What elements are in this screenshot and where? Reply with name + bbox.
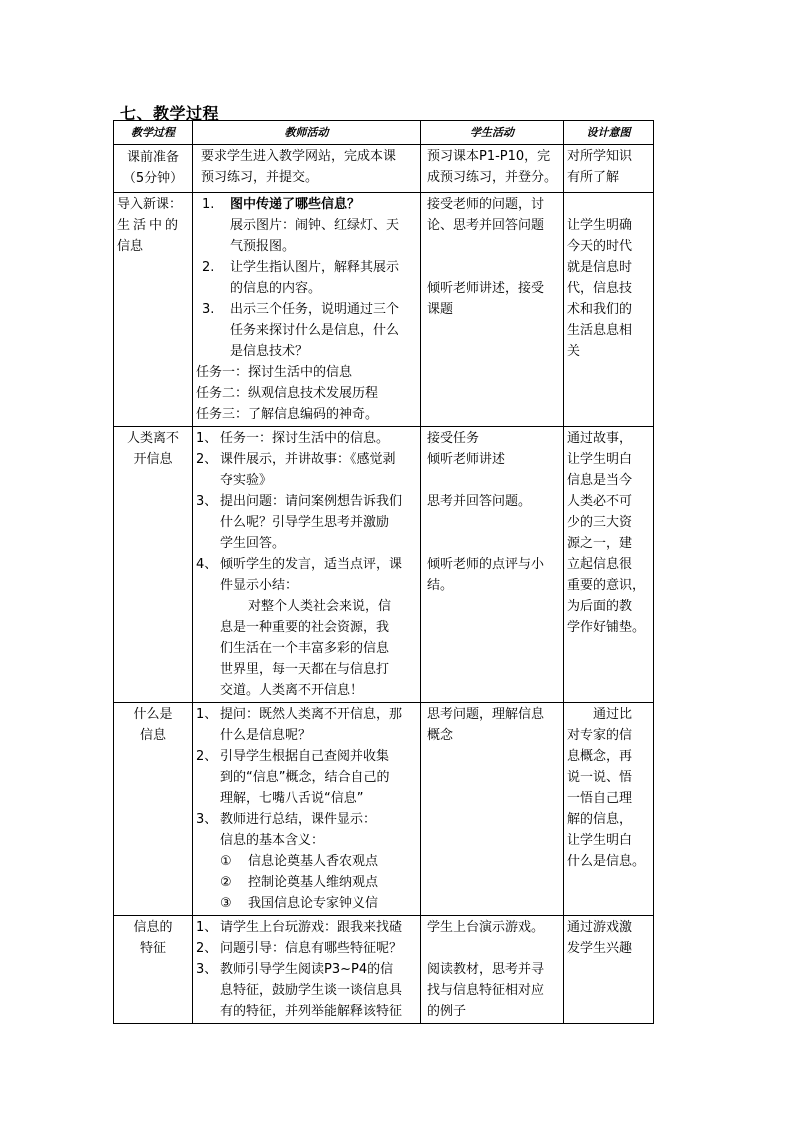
student-text: 倾听老师的点评与小: [427, 557, 545, 572]
item-text: 件显示小结：: [220, 578, 299, 593]
header-stage: 教学过程: [114, 121, 193, 145]
item-text: 教师进行总结，课件显示：: [220, 812, 377, 827]
item-number: 3、: [196, 962, 218, 977]
item-text: 控制论奠基人维纳观点: [248, 875, 379, 890]
student-text: 概念: [427, 728, 454, 743]
stage-label: 课前准备: [126, 150, 179, 165]
student-text: 预习课本P1-P10，完: [427, 149, 551, 164]
item-text: 有的特征，并列举能解释该特征: [220, 1004, 403, 1019]
student-text: 接受任务: [427, 431, 480, 446]
item-text: 什么是信息呢？: [220, 728, 312, 743]
item-text: 提出问题：请问案例想告诉我们: [220, 494, 403, 509]
stage-label: 导入新课：: [117, 197, 183, 212]
design-cell: [564, 145, 654, 193]
design-text: 代，信息技: [567, 281, 633, 296]
stage-cell: [114, 427, 193, 703]
item-text: 问题引导：信息有哪些特征呢？: [220, 941, 403, 956]
design-cell: [564, 427, 654, 703]
student-text: 阅读教材，思考并寻: [427, 962, 545, 977]
student-cell: [421, 427, 564, 703]
student-text: 倾听老师讲述，接受: [427, 281, 545, 296]
design-text: 解的信息，: [567, 812, 633, 827]
design-cell: [564, 193, 654, 427]
item-text: 倾听学生的发言，适当点评，课: [220, 557, 403, 572]
item-text: 展示图片：闹钟、红绿灯、天: [230, 218, 400, 233]
stage-label: 特征: [139, 941, 166, 956]
summary-text: 交道。人类离不开信息！: [220, 683, 364, 698]
item-text: 是信息技术？: [230, 344, 309, 359]
design-text: 少的三大资: [567, 515, 633, 530]
list-item: [196, 449, 417, 491]
student-cell: [421, 145, 564, 193]
list-item: [196, 959, 417, 1022]
stage-duration: （5分钟）: [122, 171, 184, 186]
teacher-cell: [193, 703, 421, 916]
list-item: [220, 872, 417, 893]
stage-label: 开信息: [133, 452, 173, 467]
list-item: [196, 428, 417, 449]
item-text: 图中传递了哪些信息？: [230, 197, 361, 212]
stage-label: 什么是: [133, 707, 173, 722]
student-cell: [421, 703, 564, 916]
design-text: 让学生明确: [567, 218, 633, 233]
item-number: 2、: [196, 941, 218, 956]
design-text: 通过游戏激: [567, 920, 633, 935]
design-cell: [564, 916, 654, 1024]
item-number: 3、: [196, 494, 218, 509]
item-number: ②: [220, 875, 232, 890]
student-text: 思考问题，理解信息: [427, 707, 545, 722]
design-text: 发学生兴趣: [567, 941, 633, 956]
list-item: [220, 893, 417, 914]
teacher-cell: [193, 145, 421, 193]
design-text: 对专家的信: [567, 728, 633, 743]
design-text: 今天的时代: [567, 239, 633, 254]
item-text: 信息论奠基人香农观点: [248, 854, 379, 869]
item-number: 2、: [196, 749, 218, 764]
table-row: [114, 427, 654, 703]
item-text: 引导学生根据自己查阅并收集: [220, 749, 390, 764]
item-text: 到的“信息”概念，结合自己的: [220, 770, 390, 785]
item-text: 学生回答。: [220, 536, 286, 551]
design-text: 生活息息相: [567, 323, 633, 338]
item-text: 信息的基本含义：: [220, 833, 325, 848]
design-text: 让学生明白: [567, 452, 633, 467]
student-text: 论、思考并回答问题: [427, 218, 545, 233]
item-number: 1.: [202, 197, 215, 212]
stage-label: 信息: [139, 728, 166, 743]
item-text: 任务一：探讨生活中的信息。: [220, 431, 390, 446]
item-text: 理解，七嘴八舌说“信息”: [220, 791, 364, 806]
section-title: 七、教学过程: [120, 104, 220, 123]
table-row: [114, 145, 654, 193]
header-design: 设计意图: [564, 121, 654, 145]
design-text: 息概念，再: [567, 749, 633, 764]
student-text: 找与信息特征相对应: [427, 983, 545, 998]
stage-label: 信息的: [133, 920, 173, 935]
stage-label: 生活中的: [117, 218, 182, 233]
table-header-row: [114, 121, 654, 145]
summary-text: 对整个人类社会来说，信: [248, 599, 392, 614]
list-item: [196, 491, 417, 554]
student-text: 倾听老师讲述: [427, 452, 506, 467]
item-text: 夺实验》: [220, 473, 273, 488]
teaching-process-table: [113, 120, 654, 1024]
list-item: [220, 851, 417, 872]
item-text: 课件展示，并讲故事：《感觉剥: [220, 452, 396, 467]
design-text: 关: [567, 344, 581, 359]
stage-cell: [114, 703, 193, 916]
design-text: 信息是当今: [567, 473, 633, 488]
student-text: 课题: [427, 302, 454, 317]
stage-label: 信息: [117, 239, 144, 254]
teacher-cell: [193, 193, 421, 427]
header-teacher: 教师活动: [193, 121, 421, 145]
list-item: [196, 299, 417, 362]
item-text: 教师引导学生阅读P3~P4的信: [220, 962, 394, 977]
student-text: 学生上台演示游戏。: [427, 920, 545, 935]
task-text: 任务二：纵观信息技术发展历程: [196, 386, 379, 401]
item-number: 3.: [202, 302, 215, 317]
item-text: 气预报图。: [230, 239, 296, 254]
item-text: 出示三个任务，说明通过三个: [230, 302, 400, 317]
design-cell: [564, 703, 654, 916]
design-text: 通过比: [593, 707, 633, 722]
teacher-text: 预习练习，并提交。: [201, 170, 319, 185]
design-text: 通过故事，: [567, 431, 633, 446]
student-text: 接受老师的问题，讨: [427, 197, 545, 212]
stage-cell: [114, 916, 193, 1024]
header-student: 学生活动: [421, 121, 564, 145]
item-text: 我国信息论专家钟义信: [248, 896, 379, 911]
item-number: 1、: [196, 920, 218, 935]
table-row: [114, 193, 654, 427]
teacher-text: 要求学生进入教学网站，完成本课: [201, 149, 397, 164]
summary-text: 息是一种重要的社会资源，我: [220, 620, 390, 635]
item-text: 让学生指认图片，解释其展示: [230, 260, 400, 275]
design-text: 为后面的教: [567, 599, 633, 614]
list-item: [196, 704, 417, 746]
table-row: [114, 916, 654, 1024]
item-text: 的信息的内容。: [230, 281, 322, 296]
list-item: [196, 917, 417, 938]
stage-cell: [114, 145, 193, 193]
item-number: 1、: [196, 707, 218, 722]
circled-list: [196, 851, 417, 914]
design-text: 立起信息很: [567, 557, 633, 572]
stage-cell: [114, 193, 193, 427]
student-cell: [421, 916, 564, 1024]
item-text: 任务来探讨什么是信息，什么: [230, 323, 400, 338]
task-text: 任务一：探讨生活中的信息: [196, 365, 353, 380]
design-text: 一悟自己理: [567, 791, 633, 806]
item-number: ③: [220, 896, 232, 911]
list-item: [196, 257, 417, 299]
student-text: 思考并回答问题。: [427, 494, 532, 509]
list-item: [196, 809, 417, 851]
item-text: 什么呢？引导学生思考并激励: [220, 515, 390, 530]
design-text: 术和我们的: [567, 302, 633, 317]
item-text: 息特征，鼓励学生谈一谈信息具: [220, 983, 403, 998]
item-text: 提问：既然人类离不开信息，那: [220, 707, 403, 722]
student-cell: [421, 193, 564, 427]
summary-block: [196, 596, 417, 701]
design-text: 有所了解: [567, 170, 620, 185]
item-number: ①: [220, 854, 232, 869]
item-number: 3、: [196, 812, 218, 827]
design-text: 就是信息时: [567, 260, 633, 275]
student-text: 成预习练习，并登分。: [427, 170, 558, 185]
item-number: 1、: [196, 431, 218, 446]
list-item: [196, 746, 417, 809]
table-row: [114, 703, 654, 916]
design-text: 学作好铺垫。: [567, 620, 646, 635]
summary-text: 们生活在一个丰富多彩的信息: [220, 641, 390, 656]
item-number: 2.: [202, 260, 215, 275]
stage-label: 人类离不: [126, 431, 179, 446]
list-item: [196, 194, 417, 257]
design-text: 让学生明白: [567, 833, 633, 848]
design-text: 人类必不可: [567, 494, 633, 509]
list-item: [196, 938, 417, 959]
teacher-cell: [193, 916, 421, 1024]
student-text: 的例子: [427, 1004, 467, 1019]
item-text: 请学生上台玩游戏：跟我来找碴: [220, 920, 403, 935]
teacher-cell: [193, 427, 421, 703]
list-item: [196, 554, 417, 596]
design-text: 说一说、悟: [567, 770, 633, 785]
item-number: 2、: [196, 452, 218, 467]
task-text: 任务三：了解信息编码的神奇。: [196, 407, 379, 422]
design-text: 对所学知识: [567, 149, 633, 164]
design-text: 什么是信息。: [567, 854, 646, 869]
design-text: 源之一，建: [567, 536, 633, 551]
summary-text: 世界里，每一天都在与信息打: [220, 662, 390, 677]
design-text: 重要的意识，: [567, 578, 646, 593]
item-number: 4、: [196, 557, 218, 572]
student-text: 结。: [427, 578, 454, 593]
